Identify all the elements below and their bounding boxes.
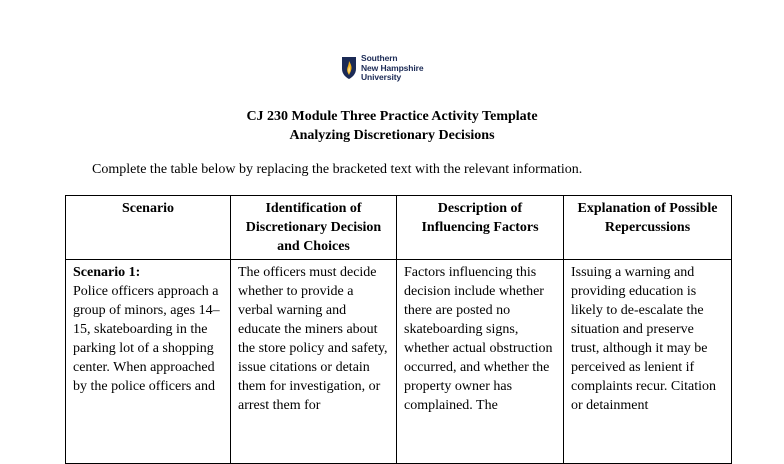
document-title: CJ 230 Module Three Practice Activity Template — [246, 109, 538, 124]
logo-line-2: New Hampshire — [361, 62, 424, 73]
university-logo — [341, 54, 423, 83]
scenario-title: Scenario 1: — [73, 265, 141, 280]
document-subtitle: Analyzing Discretionary Decisions — [289, 128, 495, 143]
header-factors: Description of Influencing Factors — [397, 196, 564, 260]
shield-flame-icon — [341, 56, 357, 80]
cell-decision[interactable]: The officers must decide whether to provide a verbal warning and educate the miners about the store policy and safety, issue citations or detain them for investigation, or arrest them for — [231, 260, 397, 464]
cell-repercussions[interactable]: Issuing a warning and providing education is likely to de-escalate the situation and preserve trust, although it may be perceived as lenient if complaints recur. Citation or detainment — [564, 260, 732, 464]
header-decision: Identification of Discretionary Decision and Choices — [231, 196, 397, 260]
instructions-text: Complete the table below by replacing the bracketed text with the relevant information. — [92, 162, 583, 177]
logo-line-1: Southern — [361, 53, 398, 63]
table-header-row — [66, 196, 732, 260]
scenario-text: Police officers approach a group of minors, ages 14–15, skateboarding in the parking lot of a shopping center. When approached by the police officers and — [73, 284, 220, 394]
header-scenario: Scenario — [66, 196, 231, 260]
scenario-table — [65, 195, 732, 464]
header-repercussions: Explanation of Possible Repercussions — [564, 196, 732, 260]
cell-factors[interactable]: Factors influencing this decision include whether there are posted no skateboarding signs, whether actual obstruction occurred, and whether the property owner has complained. The — [397, 260, 564, 464]
cell-scenario[interactable] — [66, 260, 231, 464]
logo-line-3: University — [361, 72, 402, 82]
table-row — [66, 260, 732, 464]
